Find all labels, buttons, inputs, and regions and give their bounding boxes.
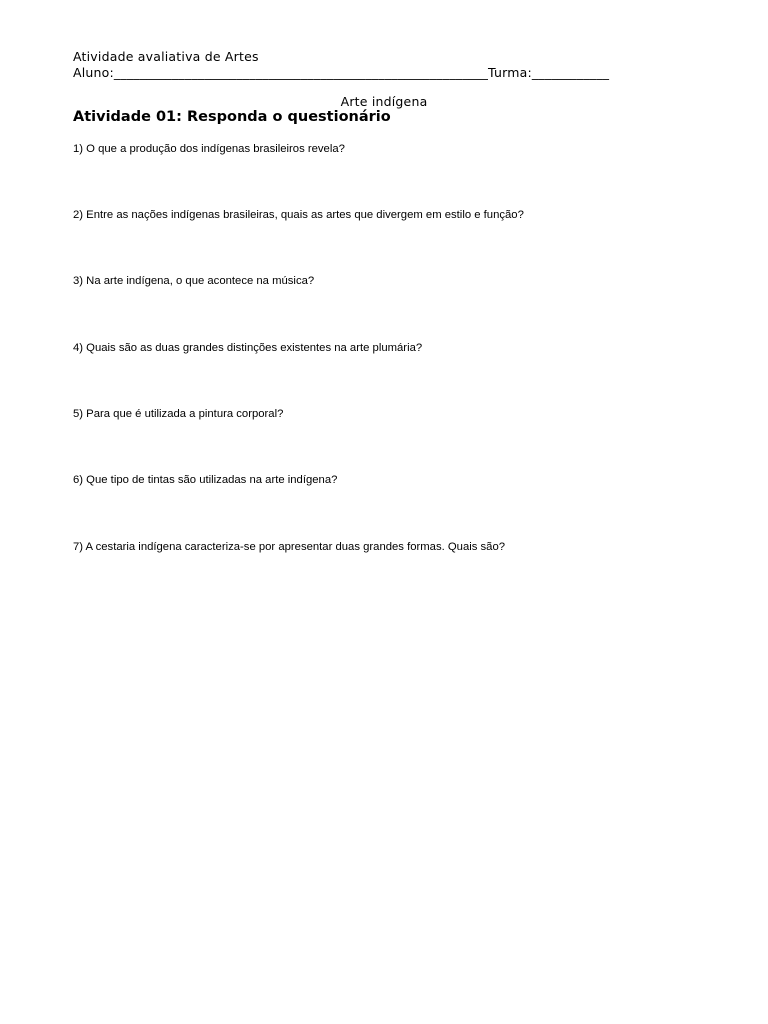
question-2: 2) Entre as nações indígenas brasileiras, quais as artes que divergem em estilo e função?	[73, 209, 524, 221]
question-4: 4) Quais são as duas grandes distinções existentes na arte plumária?	[73, 342, 423, 354]
question-6: 6) Que tipo de tintas são utilizadas na arte indígena?	[73, 474, 338, 486]
activity-heading: Atividade 01: Responda o questionário	[73, 109, 391, 125]
question-5: 5) Para que é utilizada a pintura corporal?	[73, 408, 284, 420]
question-3: 3) Na arte indígena, o que acontece na música?	[73, 275, 315, 287]
question-1: 1) O que a produção dos indígenas brasileiros revela?	[73, 143, 345, 155]
document-title: Atividade avaliativa de Artes	[73, 49, 259, 64]
question-7: 7) A cestaria indígena caracteriza-se por apresentar duas grandes formas. Quais são?	[73, 541, 506, 553]
document-subtitle: Arte indígena	[340, 94, 428, 109]
student-class-line: Aluno:__________________________________________________________Turma:____________	[73, 65, 610, 80]
